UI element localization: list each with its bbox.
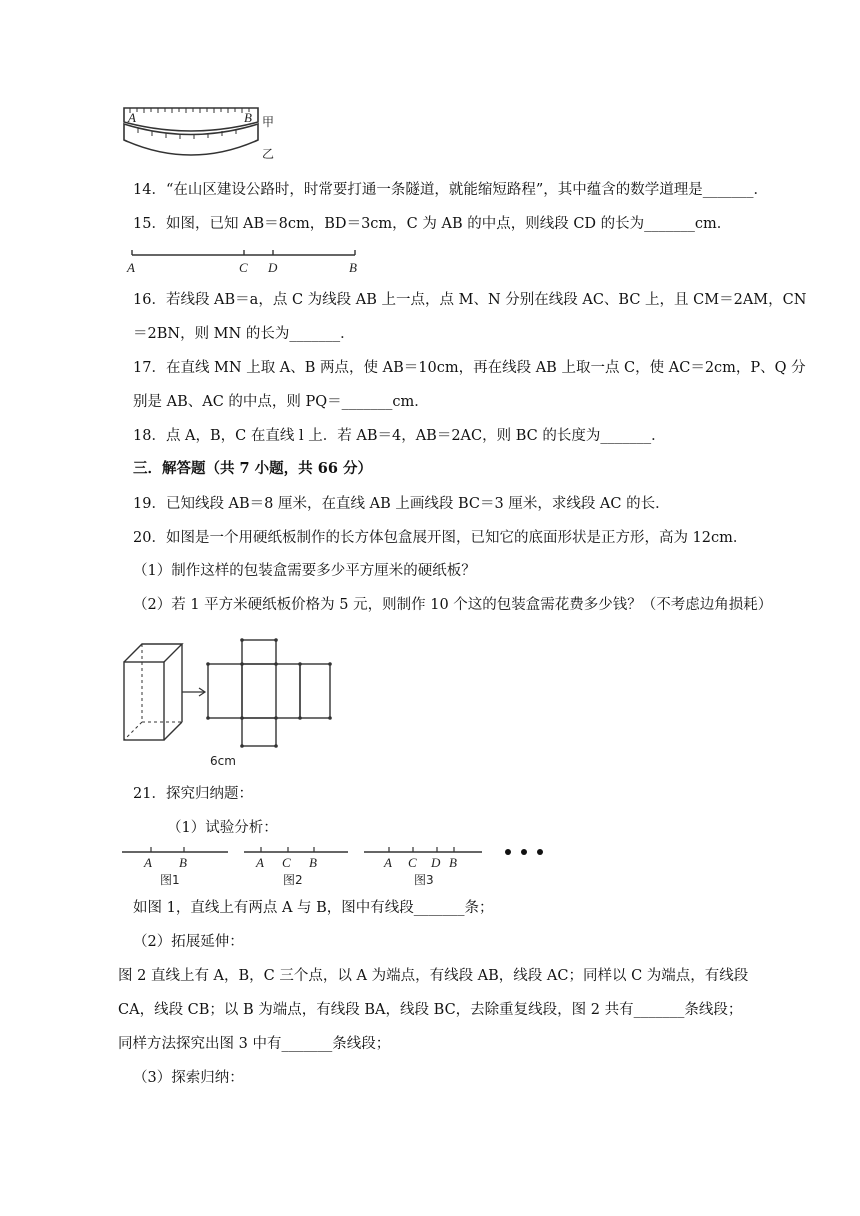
q15-label-c: C xyxy=(239,260,248,275)
fig1-label-b: B xyxy=(179,855,187,870)
fig13-label-a: A xyxy=(128,110,136,125)
fig3-caption: 图3 xyxy=(414,873,434,887)
fig13-label-yi: 乙 xyxy=(262,147,275,161)
fig3-label-c: C xyxy=(408,855,417,870)
question-21-part1-title: （1）试验分析： xyxy=(167,820,278,836)
q21-figures xyxy=(118,840,550,890)
question-21-part2-line3: 同样方法探究出图 3 中有_______条线段； xyxy=(118,1036,391,1052)
question-20: 20．如图是一个用硬纸板制作的长方体包盒展开图，已知它的底面形状是正方形，高为 12cm． xyxy=(133,530,748,546)
fig2-label-a: A xyxy=(256,855,264,870)
fig3-label-b: B xyxy=(449,855,457,870)
fig13-label-jia: 甲 xyxy=(262,115,275,129)
question-21-part2-title: （2）拓展延伸： xyxy=(133,934,244,950)
question-21-part2-line1: 图 2 直线上有 A，B，C 三个点，以 A 为端点，有线段 AB，线段 AC；同样以 C 为端点，有线段 xyxy=(118,968,749,984)
q15-label-a: A xyxy=(127,260,135,275)
question-18: 18．点 A，B，C 在直线 l 上．若 AB＝4，AB＝2AC，则 BC 的长度为_______． xyxy=(133,428,666,444)
q15-label-b: B xyxy=(349,260,357,275)
q15-label-d: D xyxy=(268,260,278,275)
fig1-caption: 图1 xyxy=(160,873,180,887)
fig3-label-a: A xyxy=(384,855,392,870)
question-16-line2: ＝2BN，则 MN 的长为_______． xyxy=(133,326,355,342)
question-15: 15．如图，已知 AB＝8cm，BD＝3cm，C 为 AB 的中点，则线段 CD 的长为_______cm． xyxy=(133,216,732,232)
box-net-figure xyxy=(118,632,334,770)
fig13-label-b: B xyxy=(244,110,252,125)
question-16-line1: 16．若线段 AB＝a，点 C 为线段 AB 上一点，点 M、N 分别在线段 AC、BC 上，且 CM＝2AM，CN xyxy=(133,292,807,308)
ellipsis-dot xyxy=(505,849,511,855)
fig2-label-c: C xyxy=(282,855,291,870)
ruler-arc-figure xyxy=(118,100,288,164)
fig3-label-d: D xyxy=(431,855,441,870)
ellipsis-dot xyxy=(537,849,543,855)
net-label-6cm: 6cm xyxy=(210,754,236,768)
segment-figure-q15 xyxy=(122,244,372,278)
question-14: 14．“在山区建设公路时，时常要打通一条隧道，就能缩短路程”，其中蕴含的数学道理是_______． xyxy=(133,182,769,198)
fig2-caption: 图2 xyxy=(283,873,303,887)
question-20-part2: （2）若 1 平方米硬纸板价格为 5 元，则制作 10 个这的包装盒需花费多少钱？（不考虑边角损耗） xyxy=(133,597,773,613)
question-21-part3-title: （3）探索归纳： xyxy=(133,1070,244,1086)
ellipsis-dot xyxy=(521,849,527,855)
question-21-title: 21．探究归纳题： xyxy=(133,786,253,802)
question-21-part2-line2: CA，线段 CB；以 B 为端点，有线段 BA，线段 BC，去除重复线段，图 2 共有_______条线段； xyxy=(118,1002,743,1018)
question-17-line1: 17．在直线 MN 上取 A、B 两点，使 AB＝10cm，再在线段 AB 上取一点 C，使 AC＝2cm，P、Q 分 xyxy=(133,360,806,376)
question-17-line2: 别是 AB、AC 的中点，则 PQ＝_______cm． xyxy=(133,394,429,410)
question-20-part1: （1）制作这样的包装盒需要多少平方厘米的硬纸板？ xyxy=(133,563,476,579)
fig2-label-b: B xyxy=(309,855,317,870)
question-21-part1-text: 如图 1，直线上有两点 A 与 B，图中有线段_______条； xyxy=(133,900,494,916)
fig1-label-a: A xyxy=(144,855,152,870)
question-19: 19．已知线段 AB＝8 厘米，在直线 AB 上画线段 BC＝3 厘米，求线段 AC 的长． xyxy=(133,496,670,512)
section-3-title: 三．解答题（共 7 小题，共 66 分） xyxy=(133,460,372,477)
